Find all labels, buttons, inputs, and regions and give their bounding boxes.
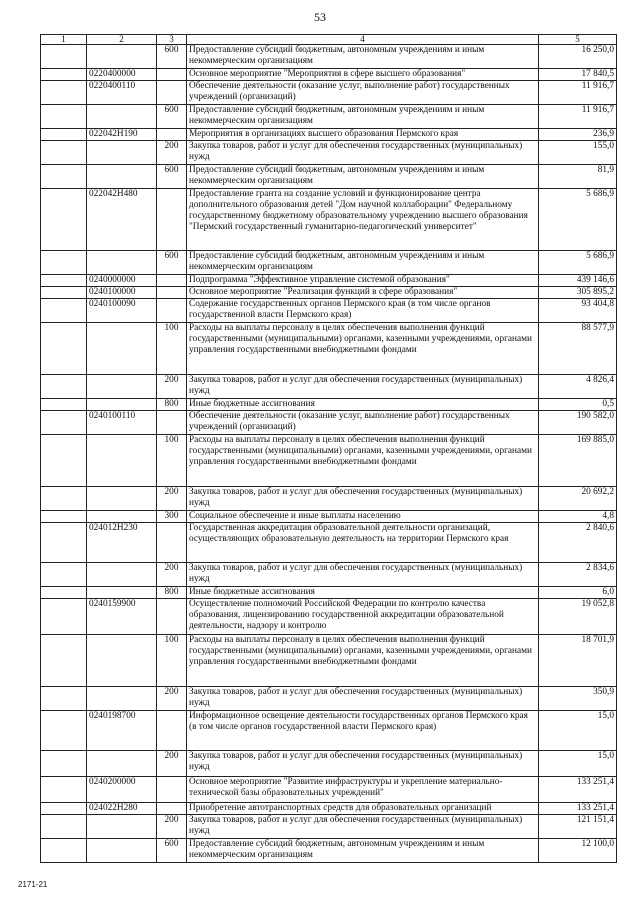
row-expense-type <box>157 411 187 435</box>
row-amount: 4,8 <box>539 511 617 523</box>
row-name: Информационное освещение деятельности государственных органов Пермского края (в том числе органов государственной власти Пермского края) <box>187 711 539 751</box>
row-amount: 2 834,6 <box>539 563 617 587</box>
row-name: Предоставление субсидий бюджетным, автономным учреждениям и иным некоммерческим организациям <box>187 251 539 275</box>
table-row <box>41 165 617 189</box>
table-row <box>41 323 617 375</box>
row-name: Иные бюджетные ассигнования <box>187 587 539 599</box>
row-code: 024012Н230 <box>87 523 157 563</box>
row-amount: 15,0 <box>539 711 617 751</box>
row-code <box>87 587 157 599</box>
row-expense-type: 200 <box>157 751 187 777</box>
row-expense-type <box>157 803 187 815</box>
row-amount: 12 100,0 <box>539 839 617 863</box>
row-blank-cell <box>41 275 87 287</box>
row-amount: 81,9 <box>539 165 617 189</box>
table-row <box>41 523 617 563</box>
header-col-2: 2 <box>87 35 157 45</box>
row-amount: 0,5 <box>539 399 617 411</box>
row-amount: 350,9 <box>539 687 617 711</box>
table-row <box>41 275 617 287</box>
row-code <box>87 399 157 411</box>
row-expense-type: 200 <box>157 141 187 165</box>
row-amount: 19 052,8 <box>539 599 617 635</box>
row-expense-type: 300 <box>157 511 187 523</box>
row-blank-cell <box>41 599 87 635</box>
row-expense-type: 600 <box>157 45 187 69</box>
row-amount: 88 577,9 <box>539 323 617 375</box>
row-code <box>87 751 157 777</box>
row-expense-type <box>157 189 187 251</box>
row-blank-cell <box>41 563 87 587</box>
row-code: 0240000000 <box>87 275 157 287</box>
budget-table <box>40 34 617 863</box>
row-blank-cell <box>41 777 87 803</box>
row-name: Подпрограмма "Эффективное управление системой образования" <box>187 275 539 287</box>
row-name: Государственная аккредитация образовательной деятельности организаций, осуществляющих образовательную деятельность на территории Пермского края <box>187 523 539 563</box>
row-blank-cell <box>41 523 87 563</box>
row-blank-cell <box>41 687 87 711</box>
row-name: Закупка товаров, работ и услуг для обеспечения государственных (муниципальных) нужд <box>187 563 539 587</box>
row-name: Расходы на выплаты персоналу в целях обеспечения выполнения функций государственными (муниципальными) органами, казенными учреждениями, органами управления государственными внебюджетными фондами <box>187 435 539 487</box>
table-row <box>41 635 617 687</box>
row-code <box>87 435 157 487</box>
row-expense-type <box>157 711 187 751</box>
table-row <box>41 287 617 299</box>
row-code <box>87 687 157 711</box>
row-amount: 133 251,4 <box>539 803 617 815</box>
table-row <box>41 751 617 777</box>
header-col-1: 1 <box>41 35 87 45</box>
row-code: 022042Н190 <box>87 129 157 141</box>
row-code: 0240100090 <box>87 299 157 323</box>
row-expense-type <box>157 287 187 299</box>
row-expense-type: 600 <box>157 839 187 863</box>
row-expense-type: 100 <box>157 323 187 375</box>
row-expense-type <box>157 777 187 803</box>
row-name: Предоставление субсидий бюджетным, автономным учреждениям и иным некоммерческим организациям <box>187 165 539 189</box>
table-row <box>41 299 617 323</box>
row-blank-cell <box>41 299 87 323</box>
row-amount: 439 146,6 <box>539 275 617 287</box>
row-code <box>87 563 157 587</box>
row-blank-cell <box>41 251 87 275</box>
row-name: Обеспечение деятельности (оказание услуг, выполнение работ) государственных учреждений (организаций) <box>187 411 539 435</box>
row-amount: 6,0 <box>539 587 617 599</box>
row-expense-type: 200 <box>157 375 187 399</box>
table-row <box>41 69 617 81</box>
row-blank-cell <box>41 803 87 815</box>
row-code <box>87 105 157 129</box>
table-row <box>41 141 617 165</box>
row-blank-cell <box>41 711 87 751</box>
row-code: 0240198700 <box>87 711 157 751</box>
row-name: Предоставление субсидий бюджетным, автономным учреждениям и иным некоммерческим организациям <box>187 839 539 863</box>
table-row <box>41 487 617 511</box>
row-name: Закупка товаров, работ и услуг для обеспечения государственных (муниципальных) нужд <box>187 487 539 511</box>
row-expense-type: 200 <box>157 815 187 839</box>
row-code <box>87 815 157 839</box>
row-name: Закупка товаров, работ и услуг для обеспечения государственных (муниципальных) нужд <box>187 687 539 711</box>
row-expense-type: 100 <box>157 435 187 487</box>
row-expense-type: 100 <box>157 635 187 687</box>
row-name: Предоставление субсидий бюджетным, автономным учреждениям и иным некоммерческим организациям <box>187 45 539 69</box>
table-row <box>41 563 617 587</box>
row-amount: 18 701,9 <box>539 635 617 687</box>
table-row <box>41 189 617 251</box>
row-amount: 5 686,9 <box>539 251 617 275</box>
row-expense-type: 200 <box>157 487 187 511</box>
row-amount: 11 916,7 <box>539 81 617 105</box>
row-expense-type <box>157 69 187 81</box>
row-blank-cell <box>41 839 87 863</box>
document-footer-code: 2171-21 <box>18 880 48 889</box>
row-blank-cell <box>41 411 87 435</box>
row-code <box>87 839 157 863</box>
row-name: Основное мероприятие "Развитие инфраструктуры и укрепление материально-технической базы образовательных учреждений" <box>187 777 539 803</box>
row-amount: 305 895,2 <box>539 287 617 299</box>
row-blank-cell <box>41 165 87 189</box>
row-blank-cell <box>41 105 87 129</box>
table-row <box>41 803 617 815</box>
row-name: Приобретение автотранспортных средств для образовательных организаций <box>187 803 539 815</box>
row-expense-type <box>157 599 187 635</box>
row-code <box>87 251 157 275</box>
header-col-5: 5 <box>539 35 617 45</box>
row-code <box>87 141 157 165</box>
row-amount: 5 686,9 <box>539 189 617 251</box>
row-amount: 93 404,8 <box>539 299 617 323</box>
row-blank-cell <box>41 141 87 165</box>
row-code: 0240159900 <box>87 599 157 635</box>
table-row <box>41 839 617 863</box>
row-amount: 190 582,0 <box>539 411 617 435</box>
row-amount: 17 840,5 <box>539 69 617 81</box>
row-name: Иные бюджетные ассигнования <box>187 399 539 411</box>
row-amount: 15,0 <box>539 751 617 777</box>
row-name: Закупка товаров, работ и услуг для обеспечения государственных (муниципальных) нужд <box>187 141 539 165</box>
table-row <box>41 687 617 711</box>
row-name: Основное мероприятие "Мероприятия в сфере высшего образования" <box>187 69 539 81</box>
table-row <box>41 375 617 399</box>
row-name: Социальное обеспечение и иные выплаты населению <box>187 511 539 523</box>
row-expense-type: 200 <box>157 687 187 711</box>
row-expense-type <box>157 275 187 287</box>
row-code <box>87 635 157 687</box>
table-row <box>41 251 617 275</box>
row-blank-cell <box>41 375 87 399</box>
row-amount: 11 916,7 <box>539 105 617 129</box>
table-row <box>41 129 617 141</box>
row-amount: 121 151,4 <box>539 815 617 839</box>
row-code: 022042Н480 <box>87 189 157 251</box>
row-name: Закупка товаров, работ и услуг для обеспечения государственных (муниципальных) нужд <box>187 751 539 777</box>
row-name: Расходы на выплаты персоналу в целях обеспечения выполнения функций государственными (муниципальными) органами, казенными учреждениями, органами управления государственными внебюджетными фондами <box>187 323 539 375</box>
row-blank-cell <box>41 587 87 599</box>
row-name: Закупка товаров, работ и услуг для обеспечения государственных (муниципальных) нужд <box>187 815 539 839</box>
row-blank-cell <box>41 435 87 487</box>
row-name: Осуществление полномочий Российской Федерации по контролю качества образования, лицензированию государственной аккредитации образовательной деятельности, надзору и контролю <box>187 599 539 635</box>
row-expense-type <box>157 523 187 563</box>
row-code <box>87 487 157 511</box>
row-name: Расходы на выплаты персоналу в целях обеспечения выполнения функций государственными (муниципальными) органами, казенными учреждениями, органами управления государственными внебюджетными фондами <box>187 635 539 687</box>
row-expense-type: 800 <box>157 399 187 411</box>
row-amount: 16 250,0 <box>539 45 617 69</box>
row-blank-cell <box>41 323 87 375</box>
row-blank-cell <box>41 815 87 839</box>
row-amount: 169 885,0 <box>539 435 617 487</box>
row-name: Предоставление субсидий бюджетным, автономным учреждениям и иным некоммерческим организациям <box>187 105 539 129</box>
page-number: 53 <box>314 10 326 24</box>
row-amount: 133 251,4 <box>539 777 617 803</box>
table-row <box>41 599 617 635</box>
row-expense-type: 600 <box>157 105 187 129</box>
row-expense-type: 600 <box>157 165 187 189</box>
table-row <box>41 45 617 69</box>
row-expense-type: 200 <box>157 563 187 587</box>
table-row <box>41 587 617 599</box>
row-code <box>87 45 157 69</box>
row-code: 0220400000 <box>87 69 157 81</box>
row-blank-cell <box>41 399 87 411</box>
row-amount: 155,0 <box>539 141 617 165</box>
row-blank-cell <box>41 487 87 511</box>
row-expense-type <box>157 299 187 323</box>
header-col-4: 4 <box>187 35 539 45</box>
row-code <box>87 375 157 399</box>
row-blank-cell <box>41 45 87 69</box>
row-amount: 4 826,4 <box>539 375 617 399</box>
row-blank-cell <box>41 81 87 105</box>
table-row <box>41 105 617 129</box>
row-code <box>87 511 157 523</box>
table-row <box>41 511 617 523</box>
row-amount: 2 840,6 <box>539 523 617 563</box>
header-col-3: 3 <box>157 35 187 45</box>
row-name: Закупка товаров, работ и услуг для обеспечения государственных (муниципальных) нужд <box>187 375 539 399</box>
row-code <box>87 323 157 375</box>
row-amount: 20 692,2 <box>539 487 617 511</box>
table-row <box>41 399 617 411</box>
table-row <box>41 711 617 751</box>
row-expense-type: 600 <box>157 251 187 275</box>
table-row <box>41 411 617 435</box>
row-code <box>87 165 157 189</box>
table-header-row <box>41 35 617 45</box>
table-body <box>41 45 617 863</box>
row-name: Обеспечение деятельности (оказание услуг, выполнение работ) государственных учреждений (организаций) <box>187 81 539 105</box>
table-row <box>41 777 617 803</box>
row-blank-cell <box>41 189 87 251</box>
row-name: Предоставление гранта на создание условий и функционирование центра дополнительного образования детей "Дом научной коллаборации" Федеральному государственному бюджетному образовательному учреждению высшего образования "Пермский государственный гуманитарно-педагогический университет" <box>187 189 539 251</box>
row-blank-cell <box>41 129 87 141</box>
row-blank-cell <box>41 511 87 523</box>
row-code: 0240100000 <box>87 287 157 299</box>
row-blank-cell <box>41 635 87 687</box>
row-name: Содержание государственных органов Пермского края (в том числе органов государственной власти Пермского края) <box>187 299 539 323</box>
row-name: Мероприятия в организациях высшего образования Пермского края <box>187 129 539 141</box>
row-amount: 236,9 <box>539 129 617 141</box>
table-row <box>41 81 617 105</box>
row-code: 024022Н280 <box>87 803 157 815</box>
row-blank-cell <box>41 69 87 81</box>
row-expense-type <box>157 129 187 141</box>
row-code: 0240100110 <box>87 411 157 435</box>
row-code: 0240200000 <box>87 777 157 803</box>
table-row <box>41 815 617 839</box>
table-row <box>41 435 617 487</box>
row-name: Основное мероприятие "Реализация функций в сфере образования" <box>187 287 539 299</box>
row-blank-cell <box>41 751 87 777</box>
row-code: 0220400110 <box>87 81 157 105</box>
row-expense-type <box>157 81 187 105</box>
row-expense-type: 800 <box>157 587 187 599</box>
row-blank-cell <box>41 287 87 299</box>
